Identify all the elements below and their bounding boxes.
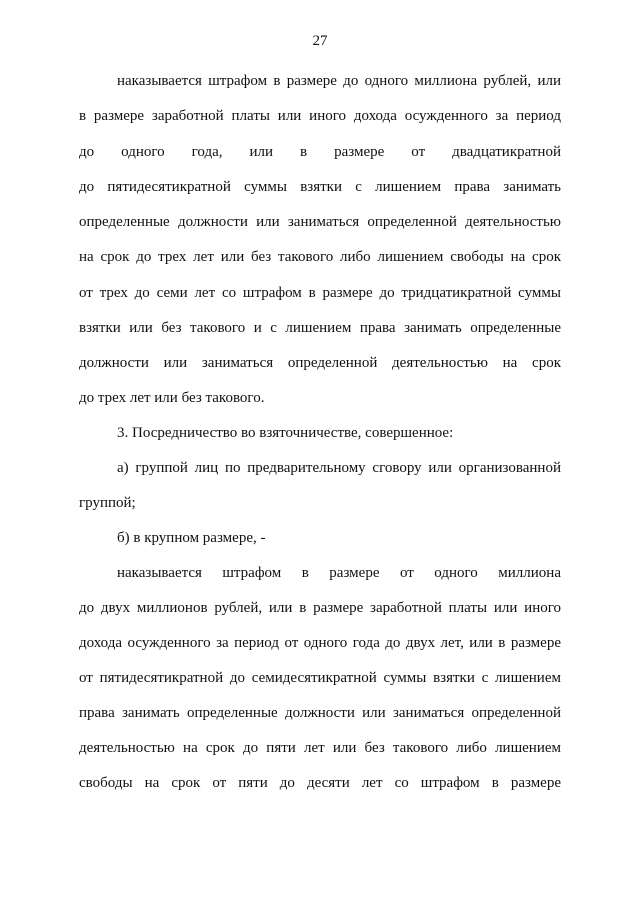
text-line: б) в крупном размере, -	[117, 530, 266, 546]
text-line: наказывается штрафом в размере от одного миллиона	[117, 565, 561, 581]
text-line: а) группой лиц по предварительному сговору или организованной	[117, 460, 561, 476]
text-line: до пятидесятикратной суммы взятки с лишением права занимать	[79, 179, 561, 195]
text-line: дохода осужденного за период от одного года до двух лет, или в размере	[79, 635, 561, 651]
text-line: определенные должности или заниматься определенной деятельностью	[79, 214, 561, 230]
text-line: взятки или без такового и с лишением права занимать определенные	[79, 320, 561, 336]
text-line: деятельностью на срок до пяти лет или без такового либо лишением	[79, 740, 561, 756]
text-line: от трех до семи лет со штрафом в размере до тридцатикратной суммы	[79, 285, 561, 301]
text-line: должности или заниматься определенной деятельностью на срок	[79, 355, 561, 371]
text-line: свободы на срок от пяти до десяти лет со штрафом в размере	[79, 775, 561, 791]
text-line: права занимать определенные должности или заниматься определенной	[79, 705, 561, 721]
text-line: до двух миллионов рублей, или в размере заработной платы или иного	[79, 600, 561, 616]
page-number: 27	[312, 33, 328, 49]
text-line: наказывается штрафом в размере до одного миллиона рублей, или	[117, 73, 561, 89]
text-line: от пятидесятикратной до семидесятикратной суммы взятки с лишением	[79, 670, 561, 686]
text-line: до трех лет или без такового.	[79, 390, 265, 406]
text-line: до одного года, или в размере от двадцатикратной	[79, 144, 561, 160]
text-line: на срок до трех лет или без такового либо лишением свободы на срок	[79, 249, 561, 265]
text-line: 3. Посредничество во взяточничестве, совершенное:	[117, 425, 454, 441]
text-line: группой;	[79, 495, 136, 511]
text-line: в размере заработной платы или иного дохода осужденного за период	[79, 108, 561, 124]
